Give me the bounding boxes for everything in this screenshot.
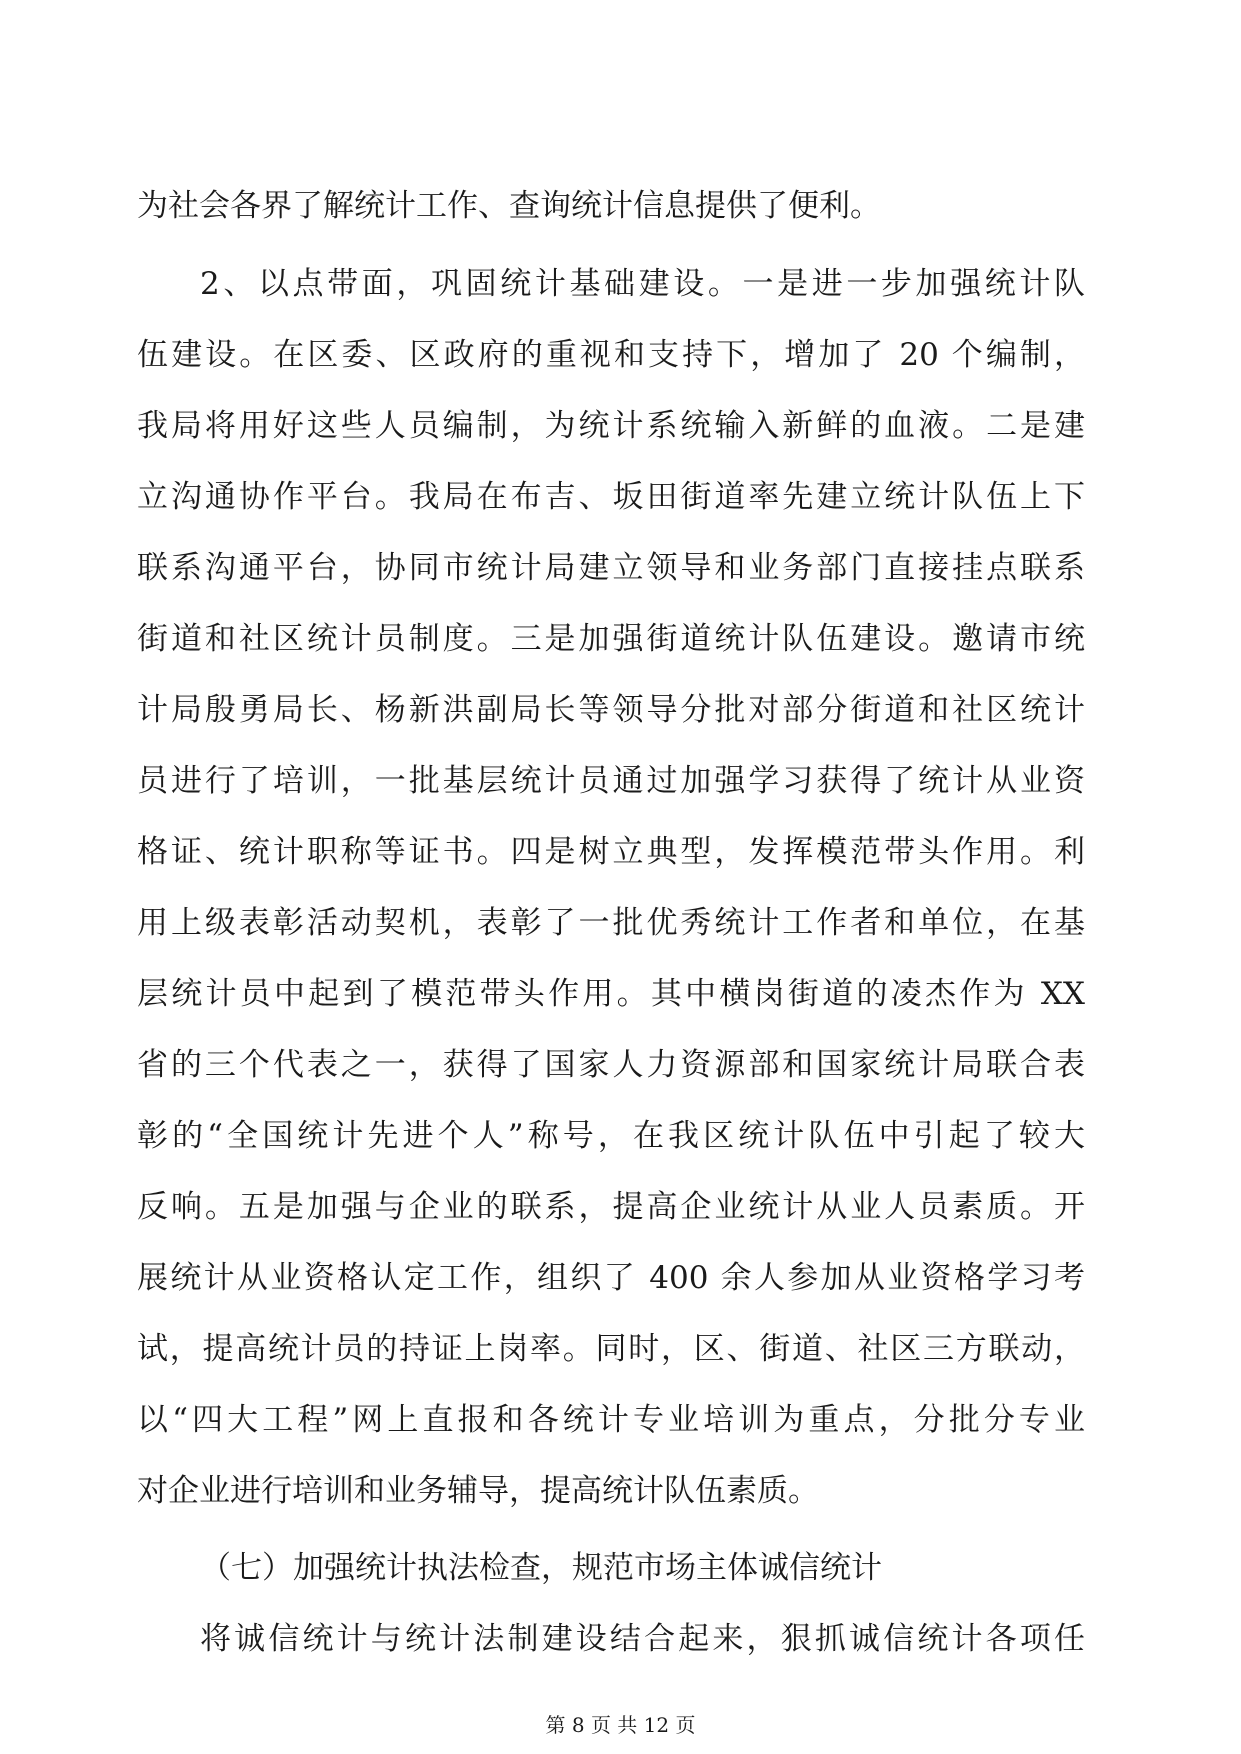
body-text-line: 为社会各界了解统计工作、查询统计信息提供了便利。: [137, 188, 881, 224]
body-text-line: 层统计员中起到了模范带头作用。其中横岗街道的凌杰作为 XX: [137, 976, 1085, 1012]
body-text-line: 对企业进行培训和业务辅导，提高统计队伍素质。: [137, 1473, 819, 1509]
body-text-line: 我局将用好这些人员编制，为统计系统输入新鲜的血液。二是建: [137, 408, 1085, 444]
body-text-line: 展统计从业资格认定工作，组织了 400 余人参加从业资格学习考: [137, 1260, 1085, 1296]
body-text-line: 以“四大工程”网上直报和各统计专业培训为重点，分批分专业: [137, 1402, 1085, 1438]
body-text-line: 伍建设。在区委、区政府的重视和支持下，增加了 20 个编制，: [137, 337, 1085, 373]
body-text-line: 计局殷勇局长、杨新洪副局长等领导分批对部分街道和社区统计: [137, 692, 1085, 728]
body-text-line: 反响。五是加强与企业的联系，提高企业统计从业人员素质。开: [137, 1189, 1085, 1225]
body-text-line: 将诚信统计与统计法制建设结合起来，狠抓诚信统计各项任: [200, 1621, 1085, 1657]
body-text-line: 立沟通协作平台。我局在布吉、坂田街道率先建立统计队伍上下: [137, 479, 1085, 515]
body-text-line: 格证、统计职称等证书。四是树立典型，发挥模范带头作用。利: [137, 834, 1085, 870]
body-text-line: 用上级表彰活动契机，表彰了一批优秀统计工作者和单位，在基: [137, 905, 1085, 941]
body-text-line: 试，提高统计员的持证上岗率。同时，区、街道、社区三方联动，: [137, 1331, 1085, 1367]
body-text-line: 彰的“全国统计先进个人”称号，在我区统计队伍中引起了较大: [137, 1118, 1085, 1154]
section-heading: （七）加强统计执法检查，规范市场主体诚信统计: [200, 1550, 882, 1586]
body-text-line: 员进行了培训，一批基层统计员通过加强学习获得了统计从业资: [137, 763, 1085, 799]
page-number-footer: 第 8 页 共 12 页: [545, 1713, 696, 1737]
body-text-line: 2、以点带面，巩固统计基础建设。一是进一步加强统计队: [200, 266, 1085, 302]
body-text-line: 联系沟通平台，协同市统计局建立领导和业务部门直接挂点联系: [137, 550, 1085, 586]
body-text-line: 省的三个代表之一，获得了国家人力资源部和国家统计局联合表: [137, 1047, 1085, 1083]
body-text-line: 街道和社区统计员制度。三是加强街道统计队伍建设。邀请市统: [137, 621, 1085, 657]
